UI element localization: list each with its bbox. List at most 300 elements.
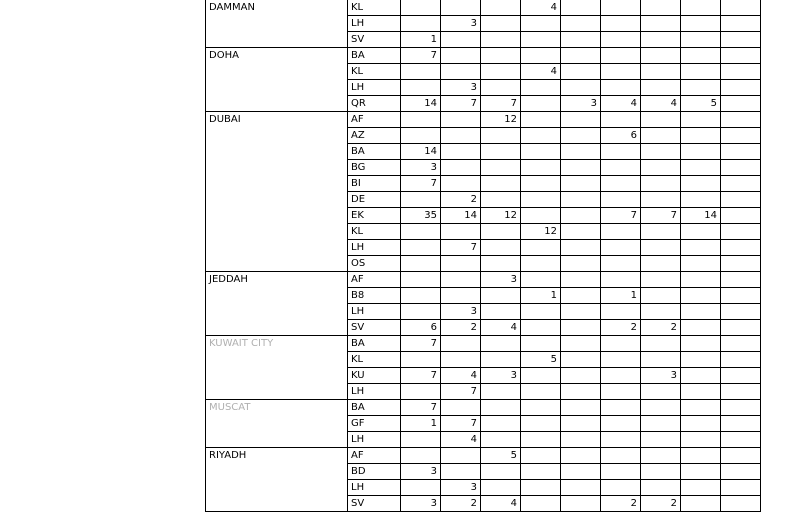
count-cell: 7 bbox=[441, 384, 481, 400]
count-cell bbox=[521, 256, 561, 272]
count-cell bbox=[481, 128, 521, 144]
count-cell bbox=[681, 240, 721, 256]
count-cell bbox=[521, 144, 561, 160]
count-cell bbox=[641, 48, 681, 64]
count-cell bbox=[561, 496, 601, 512]
count-cell bbox=[721, 48, 761, 64]
count-cell bbox=[561, 448, 601, 464]
count-cell bbox=[681, 416, 721, 432]
city-cell: JEDDAH bbox=[206, 272, 348, 336]
count-cell: 3 bbox=[481, 368, 521, 384]
count-cell bbox=[521, 400, 561, 416]
count-cell bbox=[721, 272, 761, 288]
count-cell bbox=[521, 176, 561, 192]
airline-code-cell: BA bbox=[348, 336, 401, 352]
count-cell bbox=[721, 160, 761, 176]
count-cell bbox=[481, 288, 521, 304]
count-cell bbox=[401, 128, 441, 144]
count-cell bbox=[561, 416, 601, 432]
count-cell bbox=[441, 48, 481, 64]
count-cell bbox=[561, 32, 601, 48]
count-cell bbox=[521, 16, 561, 32]
count-cell: 3 bbox=[401, 496, 441, 512]
count-cell bbox=[681, 304, 721, 320]
count-cell: 4 bbox=[441, 368, 481, 384]
count-cell bbox=[561, 176, 601, 192]
count-cell bbox=[481, 0, 521, 16]
count-cell bbox=[401, 256, 441, 272]
count-cell bbox=[681, 0, 721, 16]
count-cell bbox=[721, 496, 761, 512]
count-cell bbox=[721, 80, 761, 96]
airline-code-cell: AF bbox=[348, 272, 401, 288]
count-cell: 12 bbox=[481, 208, 521, 224]
count-cell bbox=[481, 432, 521, 448]
count-cell bbox=[481, 224, 521, 240]
count-cell bbox=[561, 208, 601, 224]
airline-code-cell: BA bbox=[348, 48, 401, 64]
count-cell bbox=[561, 256, 601, 272]
count-cell bbox=[681, 368, 721, 384]
count-cell bbox=[601, 32, 641, 48]
count-cell: 4 bbox=[481, 320, 521, 336]
count-cell bbox=[641, 336, 681, 352]
count-cell bbox=[481, 48, 521, 64]
count-cell bbox=[401, 480, 441, 496]
table-body bbox=[206, 0, 761, 512]
count-cell bbox=[441, 256, 481, 272]
count-cell bbox=[521, 32, 561, 48]
count-cell: 12 bbox=[521, 224, 561, 240]
count-cell bbox=[601, 336, 641, 352]
count-cell: 7 bbox=[441, 240, 481, 256]
count-cell: 7 bbox=[601, 208, 641, 224]
count-cell: 4 bbox=[601, 96, 641, 112]
airline-code-cell: DE bbox=[348, 192, 401, 208]
count-cell bbox=[681, 432, 721, 448]
table-row bbox=[206, 48, 761, 64]
count-cell bbox=[561, 16, 601, 32]
airline-code-cell: AZ bbox=[348, 128, 401, 144]
count-cell bbox=[441, 448, 481, 464]
airline-code-cell: QR bbox=[348, 96, 401, 112]
count-cell bbox=[721, 480, 761, 496]
count-cell: 12 bbox=[481, 112, 521, 128]
city-cell: MUSCAT bbox=[206, 400, 348, 448]
count-cell bbox=[721, 368, 761, 384]
airline-code-cell: SV bbox=[348, 32, 401, 48]
count-cell bbox=[641, 272, 681, 288]
count-cell bbox=[401, 192, 441, 208]
airline-code-cell: BD bbox=[348, 464, 401, 480]
count-cell bbox=[521, 160, 561, 176]
count-cell bbox=[681, 224, 721, 240]
count-cell bbox=[601, 80, 641, 96]
count-cell: 4 bbox=[441, 432, 481, 448]
count-cell bbox=[721, 288, 761, 304]
count-cell bbox=[681, 80, 721, 96]
count-cell bbox=[481, 32, 521, 48]
count-cell bbox=[561, 0, 601, 16]
count-cell bbox=[521, 384, 561, 400]
count-cell bbox=[521, 240, 561, 256]
count-cell bbox=[721, 64, 761, 80]
count-cell bbox=[401, 448, 441, 464]
count-cell bbox=[721, 352, 761, 368]
count-cell bbox=[641, 0, 681, 16]
count-cell: 3 bbox=[561, 96, 601, 112]
count-cell bbox=[401, 432, 441, 448]
airline-code-cell: LH bbox=[348, 80, 401, 96]
count-cell bbox=[441, 0, 481, 16]
count-cell: 14 bbox=[401, 144, 441, 160]
count-cell bbox=[401, 272, 441, 288]
count-cell bbox=[681, 288, 721, 304]
count-cell bbox=[721, 0, 761, 16]
count-cell bbox=[641, 304, 681, 320]
city-cell: DOHA bbox=[206, 48, 348, 112]
airline-code-cell: AF bbox=[348, 448, 401, 464]
count-cell bbox=[721, 16, 761, 32]
count-cell bbox=[721, 416, 761, 432]
count-cell bbox=[641, 144, 681, 160]
count-cell: 7 bbox=[401, 176, 441, 192]
airline-code-cell: AF bbox=[348, 112, 401, 128]
count-cell bbox=[681, 112, 721, 128]
count-cell: 2 bbox=[441, 192, 481, 208]
count-cell bbox=[721, 96, 761, 112]
count-cell bbox=[441, 160, 481, 176]
count-cell: 3 bbox=[401, 464, 441, 480]
count-cell bbox=[601, 400, 641, 416]
count-cell bbox=[681, 176, 721, 192]
count-cell bbox=[601, 416, 641, 432]
count-cell: 3 bbox=[441, 304, 481, 320]
count-cell bbox=[601, 0, 641, 16]
count-cell: 7 bbox=[401, 336, 441, 352]
count-cell bbox=[521, 336, 561, 352]
count-cell: 3 bbox=[481, 272, 521, 288]
count-cell bbox=[601, 432, 641, 448]
count-cell bbox=[641, 160, 681, 176]
count-cell: 3 bbox=[401, 160, 441, 176]
count-cell bbox=[561, 400, 601, 416]
count-cell bbox=[561, 384, 601, 400]
count-cell bbox=[441, 400, 481, 416]
count-cell: 4 bbox=[481, 496, 521, 512]
count-cell bbox=[521, 480, 561, 496]
count-cell bbox=[561, 432, 601, 448]
count-cell bbox=[521, 448, 561, 464]
count-cell: 6 bbox=[401, 320, 441, 336]
count-cell: 7 bbox=[441, 416, 481, 432]
count-cell: 2 bbox=[601, 496, 641, 512]
count-cell bbox=[601, 480, 641, 496]
count-cell bbox=[601, 256, 641, 272]
count-cell bbox=[441, 32, 481, 48]
count-cell: 1 bbox=[601, 288, 641, 304]
count-cell bbox=[641, 176, 681, 192]
count-cell bbox=[721, 224, 761, 240]
count-cell bbox=[641, 240, 681, 256]
count-cell bbox=[681, 32, 721, 48]
count-cell bbox=[561, 368, 601, 384]
count-cell bbox=[561, 480, 601, 496]
count-cell bbox=[641, 32, 681, 48]
airline-code-cell: BG bbox=[348, 160, 401, 176]
airline-code-cell: BI bbox=[348, 176, 401, 192]
city-cell: KUWAIT CITY bbox=[206, 336, 348, 400]
count-cell bbox=[561, 288, 601, 304]
count-cell bbox=[441, 176, 481, 192]
count-cell bbox=[601, 48, 641, 64]
count-cell bbox=[561, 464, 601, 480]
count-cell bbox=[601, 64, 641, 80]
count-cell bbox=[721, 336, 761, 352]
count-cell bbox=[521, 112, 561, 128]
count-cell: 7 bbox=[641, 208, 681, 224]
airline-code-cell: KL bbox=[348, 0, 401, 16]
airline-code-cell: BA bbox=[348, 144, 401, 160]
count-cell bbox=[641, 384, 681, 400]
count-cell bbox=[681, 192, 721, 208]
count-cell bbox=[401, 64, 441, 80]
count-cell: 7 bbox=[481, 96, 521, 112]
count-cell: 4 bbox=[521, 0, 561, 16]
count-cell bbox=[401, 80, 441, 96]
airline-code-cell: LH bbox=[348, 16, 401, 32]
count-cell: 4 bbox=[521, 64, 561, 80]
count-cell bbox=[601, 368, 641, 384]
airline-code-cell: B8 bbox=[348, 288, 401, 304]
count-cell bbox=[681, 144, 721, 160]
airline-code-cell: BA bbox=[348, 400, 401, 416]
count-cell bbox=[481, 400, 521, 416]
count-cell: 1 bbox=[401, 416, 441, 432]
count-cell bbox=[561, 192, 601, 208]
count-cell bbox=[681, 400, 721, 416]
count-cell bbox=[721, 448, 761, 464]
airline-code-cell: LH bbox=[348, 480, 401, 496]
airline-code-cell: EK bbox=[348, 208, 401, 224]
count-cell bbox=[721, 192, 761, 208]
count-cell: 2 bbox=[441, 496, 481, 512]
count-cell bbox=[641, 288, 681, 304]
table-row bbox=[206, 112, 761, 128]
count-cell bbox=[721, 320, 761, 336]
count-cell bbox=[561, 272, 601, 288]
count-cell: 4 bbox=[641, 96, 681, 112]
count-cell: 35 bbox=[401, 208, 441, 224]
count-cell bbox=[521, 304, 561, 320]
count-cell bbox=[481, 352, 521, 368]
count-cell bbox=[441, 464, 481, 480]
count-cell bbox=[481, 176, 521, 192]
count-cell bbox=[601, 224, 641, 240]
count-cell bbox=[561, 112, 601, 128]
count-cell bbox=[681, 320, 721, 336]
count-cell bbox=[521, 272, 561, 288]
count-cell bbox=[601, 192, 641, 208]
count-cell: 3 bbox=[441, 80, 481, 96]
count-cell bbox=[641, 480, 681, 496]
count-cell bbox=[681, 160, 721, 176]
count-cell bbox=[521, 208, 561, 224]
count-cell bbox=[721, 112, 761, 128]
count-cell bbox=[481, 336, 521, 352]
count-cell bbox=[441, 224, 481, 240]
count-cell bbox=[681, 384, 721, 400]
count-cell: 3 bbox=[441, 16, 481, 32]
count-cell bbox=[601, 160, 641, 176]
count-cell bbox=[521, 320, 561, 336]
count-cell bbox=[401, 16, 441, 32]
count-cell bbox=[641, 16, 681, 32]
count-cell bbox=[561, 144, 601, 160]
count-cell bbox=[641, 224, 681, 240]
count-cell bbox=[601, 176, 641, 192]
count-cell bbox=[681, 352, 721, 368]
count-cell bbox=[401, 224, 441, 240]
count-cell bbox=[481, 64, 521, 80]
count-cell bbox=[441, 112, 481, 128]
count-cell bbox=[721, 240, 761, 256]
count-cell bbox=[601, 384, 641, 400]
count-cell bbox=[641, 448, 681, 464]
count-cell bbox=[641, 112, 681, 128]
count-cell bbox=[401, 352, 441, 368]
table-row bbox=[206, 0, 761, 16]
count-cell: 1 bbox=[401, 32, 441, 48]
count-cell bbox=[521, 464, 561, 480]
count-cell: 3 bbox=[441, 480, 481, 496]
count-cell: 5 bbox=[521, 352, 561, 368]
city-cell: DUBAI bbox=[206, 112, 348, 272]
count-cell bbox=[481, 80, 521, 96]
count-cell bbox=[441, 288, 481, 304]
count-cell bbox=[601, 352, 641, 368]
count-cell bbox=[681, 448, 721, 464]
count-cell bbox=[521, 48, 561, 64]
count-cell bbox=[561, 80, 601, 96]
count-cell bbox=[561, 352, 601, 368]
count-cell bbox=[681, 336, 721, 352]
count-cell bbox=[721, 400, 761, 416]
count-cell bbox=[641, 128, 681, 144]
airline-code-cell: KL bbox=[348, 352, 401, 368]
count-cell bbox=[681, 16, 721, 32]
count-cell: 2 bbox=[441, 320, 481, 336]
count-cell: 2 bbox=[641, 320, 681, 336]
count-cell bbox=[561, 240, 601, 256]
airline-code-cell: GF bbox=[348, 416, 401, 432]
count-cell bbox=[521, 96, 561, 112]
city-cell: DAMMAN bbox=[206, 0, 348, 48]
count-cell bbox=[561, 336, 601, 352]
count-cell bbox=[721, 176, 761, 192]
count-cell bbox=[721, 32, 761, 48]
count-cell bbox=[721, 208, 761, 224]
count-cell bbox=[441, 64, 481, 80]
count-cell bbox=[681, 64, 721, 80]
count-cell bbox=[401, 0, 441, 16]
count-cell: 2 bbox=[601, 320, 641, 336]
count-cell bbox=[681, 48, 721, 64]
count-cell: 3 bbox=[641, 368, 681, 384]
count-cell bbox=[481, 240, 521, 256]
airline-code-cell: KL bbox=[348, 64, 401, 80]
count-cell bbox=[441, 336, 481, 352]
count-cell bbox=[401, 240, 441, 256]
count-cell bbox=[601, 144, 641, 160]
airline-code-cell: OS bbox=[348, 256, 401, 272]
airline-code-cell: LH bbox=[348, 384, 401, 400]
count-cell bbox=[401, 288, 441, 304]
count-cell bbox=[681, 272, 721, 288]
count-cell bbox=[641, 192, 681, 208]
count-cell bbox=[641, 400, 681, 416]
count-cell bbox=[561, 320, 601, 336]
count-cell bbox=[521, 416, 561, 432]
count-cell bbox=[561, 160, 601, 176]
table-row bbox=[206, 400, 761, 416]
table-row bbox=[206, 448, 761, 464]
count-cell bbox=[521, 192, 561, 208]
count-cell bbox=[641, 352, 681, 368]
count-cell bbox=[481, 192, 521, 208]
count-cell bbox=[681, 480, 721, 496]
table-row bbox=[206, 336, 761, 352]
count-cell bbox=[721, 384, 761, 400]
count-cell bbox=[601, 464, 641, 480]
count-cell bbox=[481, 16, 521, 32]
count-cell: 5 bbox=[681, 96, 721, 112]
count-cell bbox=[681, 496, 721, 512]
count-cell bbox=[481, 256, 521, 272]
count-cell bbox=[441, 272, 481, 288]
count-cell: 7 bbox=[401, 48, 441, 64]
airline-code-cell: SV bbox=[348, 496, 401, 512]
count-cell: 2 bbox=[641, 496, 681, 512]
count-cell bbox=[521, 496, 561, 512]
count-cell bbox=[721, 144, 761, 160]
count-cell bbox=[681, 464, 721, 480]
count-cell bbox=[601, 448, 641, 464]
count-cell: 6 bbox=[601, 128, 641, 144]
count-cell bbox=[721, 304, 761, 320]
count-cell bbox=[481, 144, 521, 160]
count-cell bbox=[481, 160, 521, 176]
count-cell bbox=[721, 464, 761, 480]
table-row bbox=[206, 272, 761, 288]
count-cell bbox=[521, 80, 561, 96]
count-cell bbox=[641, 464, 681, 480]
count-cell bbox=[521, 128, 561, 144]
count-cell bbox=[601, 304, 641, 320]
count-cell bbox=[401, 304, 441, 320]
city-cell: RIYADH bbox=[206, 448, 348, 512]
count-cell bbox=[561, 304, 601, 320]
airline-frequency-table bbox=[205, 0, 761, 512]
count-cell bbox=[401, 384, 441, 400]
count-cell bbox=[641, 416, 681, 432]
count-cell: 7 bbox=[401, 400, 441, 416]
count-cell bbox=[521, 432, 561, 448]
count-cell bbox=[601, 16, 641, 32]
count-cell bbox=[641, 80, 681, 96]
count-cell bbox=[481, 384, 521, 400]
count-cell: 5 bbox=[481, 448, 521, 464]
